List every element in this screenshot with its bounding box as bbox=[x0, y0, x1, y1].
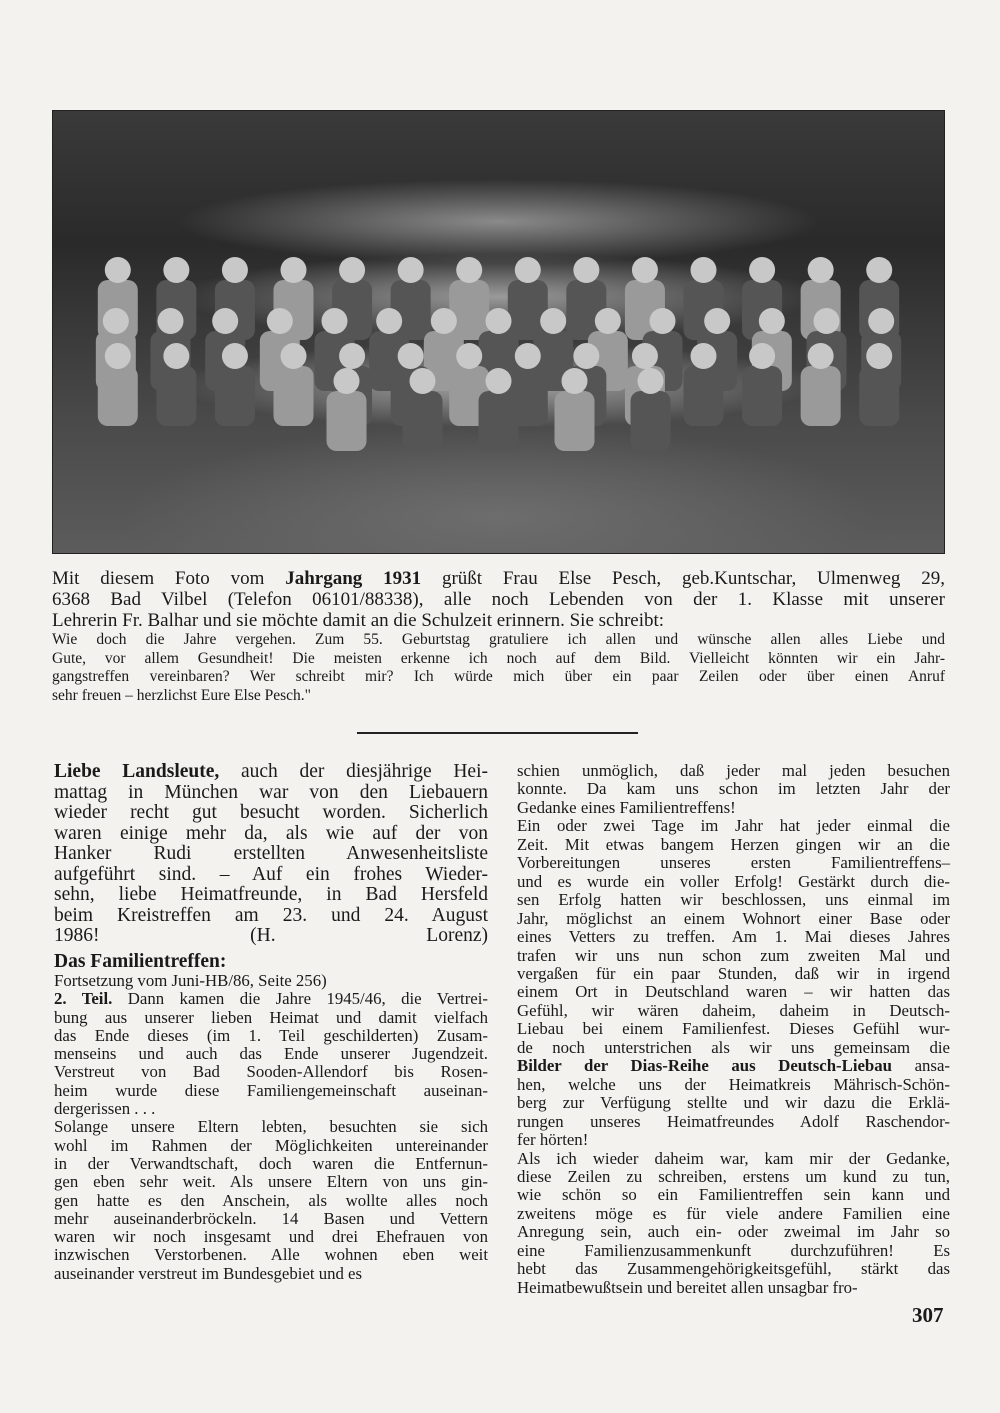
text-line bbox=[517, 1150, 950, 1168]
person-head bbox=[868, 308, 894, 334]
text-line bbox=[54, 1045, 488, 1063]
person-head bbox=[638, 368, 664, 394]
text-line bbox=[54, 1210, 488, 1228]
person-head bbox=[334, 368, 360, 394]
person-figure bbox=[98, 366, 138, 426]
text-line bbox=[54, 1173, 488, 1191]
person-head bbox=[562, 368, 588, 394]
text-line bbox=[52, 589, 945, 610]
person-head bbox=[808, 343, 834, 369]
text-line bbox=[517, 947, 950, 965]
text: Jahr, möglichst an einem Wohnort einer Base oder bbox=[517, 908, 950, 928]
text-line bbox=[517, 836, 950, 854]
text-line bbox=[517, 762, 950, 780]
text-line bbox=[517, 1113, 950, 1131]
person-head bbox=[456, 257, 482, 283]
text-line bbox=[54, 990, 488, 1008]
person-head bbox=[749, 343, 775, 369]
text: aufgeführt sind. – Auf ein frohes Wieder- bbox=[54, 863, 488, 885]
text: gen eben sehr weit. Als unsere Eltern von uns gin- bbox=[54, 1172, 488, 1192]
text-line bbox=[517, 891, 950, 909]
person-head bbox=[632, 343, 658, 369]
text-line bbox=[52, 631, 945, 650]
text-line bbox=[517, 1205, 950, 1223]
text: das Ende dieses (im 1. Teil geschilderten) Zusam- bbox=[54, 1025, 488, 1045]
text: einem Ort in Deutschland waren – wir hatten das bbox=[517, 982, 950, 1002]
text: beim Kreistreffen am 23. und 24. August bbox=[54, 904, 488, 926]
text: Vorbereitungen unseres ersten Familientreffens– bbox=[517, 853, 950, 873]
text-line bbox=[54, 1063, 488, 1081]
text-line bbox=[54, 926, 488, 947]
text: gen hatte es den Anschein, als wollte alles noch bbox=[54, 1190, 488, 1210]
text: grüßt Frau Else Pesch, geb.Kuntschar, Ulmenweg 29, bbox=[441, 568, 945, 589]
text: Liebau bei einem Familienfest. Dieses Gefühl wur- bbox=[517, 1019, 950, 1039]
text: wieder recht gut besucht worden. Sicherlich bbox=[54, 802, 488, 823]
bold-text: 2. Teil. bbox=[54, 989, 113, 1009]
text-line bbox=[517, 817, 950, 835]
text-line bbox=[54, 1265, 488, 1283]
text: (H. Lorenz) bbox=[250, 925, 488, 946]
text: wie schön so ein Familientreffen sein kann und bbox=[517, 1185, 950, 1205]
class-photo bbox=[52, 110, 945, 554]
paragraph bbox=[517, 1150, 950, 1298]
text: Gedanke eines Familientreffens! bbox=[517, 797, 736, 817]
text: sehn, liebe Heimatfreunde, in Bad Hersfeld bbox=[54, 884, 488, 905]
text-line bbox=[517, 1039, 950, 1057]
text-line bbox=[54, 885, 488, 906]
text: wohl im Rahmen der Möglichkeiten untereinander bbox=[54, 1135, 488, 1155]
person-figure bbox=[403, 391, 443, 451]
text: sen Erfolg hatten wir beschlossen, uns einmal im bbox=[517, 890, 950, 910]
text: mehr auseinanderbröckeln. 14 Basen und Vettern bbox=[54, 1208, 488, 1228]
text: Dann kamen die Jahre 1945/46, die Vertrei- bbox=[127, 989, 488, 1009]
text-line bbox=[517, 1168, 950, 1186]
text-line bbox=[517, 873, 950, 891]
person-head bbox=[691, 257, 717, 283]
text: Ein oder zwei Tage im Jahr hat jeder einmal die bbox=[517, 816, 950, 836]
person-head bbox=[749, 257, 775, 283]
text: Als ich wieder daheim war, kam mir der Gedanke, bbox=[517, 1148, 950, 1168]
person-figure bbox=[327, 391, 367, 451]
person-figure bbox=[859, 366, 899, 426]
text: berg zur Verfügung stellte und wir dazu die Erklä- bbox=[517, 1093, 950, 1113]
text: ansa- bbox=[914, 1056, 950, 1076]
section-divider bbox=[357, 732, 638, 734]
person-head bbox=[486, 368, 512, 394]
text: sehr freuen – herzlichst Eure Else Pesch." bbox=[52, 686, 311, 704]
text-line bbox=[52, 568, 945, 589]
text: hebt das Zusammengehörigkeitsgefühl, stärkt das bbox=[517, 1259, 950, 1279]
text-line bbox=[54, 762, 488, 783]
text-line bbox=[517, 928, 950, 946]
person-head bbox=[212, 308, 238, 334]
person-figure bbox=[479, 391, 519, 451]
person-head bbox=[281, 343, 307, 369]
text: 6368 Bad Vilbel (Telefon 06101/88338), alle noch Lebenden von der 1. Klasse mit unserer bbox=[52, 589, 945, 610]
person-figure bbox=[801, 366, 841, 426]
text-line bbox=[52, 610, 945, 631]
paragraph bbox=[517, 817, 950, 1149]
text: inzwischen Verstorbenen. Alle wohnen eben weit bbox=[54, 1245, 488, 1265]
text: gangstreffen vereinbaren? Wer schreibt mir? Ich würde mich über ein paar Zeilen oder über einen Anruf bbox=[52, 668, 945, 685]
article-column-2 bbox=[517, 762, 950, 1297]
text-line bbox=[517, 983, 950, 1001]
person-head bbox=[814, 308, 840, 334]
text-line bbox=[54, 1228, 488, 1246]
person-head bbox=[866, 257, 892, 283]
text: Wie doch die Jahre vergehen. Zum 55. Geburtstag gratuliere ich allen und wünsche allen alles Liebe und bbox=[52, 631, 945, 648]
text: Hanker Rudi erstellten Anwesenheitsliste bbox=[54, 843, 488, 864]
text-line bbox=[517, 1242, 950, 1260]
person-head bbox=[540, 308, 566, 334]
text-line bbox=[54, 1118, 488, 1136]
text: vergaßen für ein paar Stunden, daß wir in irgend bbox=[517, 963, 950, 983]
text-line bbox=[54, 844, 488, 865]
paragraph bbox=[52, 631, 945, 705]
text: Gefühl, wir wären daheim, daheim in Deutsch- bbox=[517, 1000, 950, 1020]
text: trafen wir uns nun schon zum zweiten Mal und bbox=[517, 945, 950, 965]
text: Gute, vor allem Gesundheit! Die meisten erkenne ich noch auf dem Bild. Vielleicht könnten wir ein Jahr- bbox=[52, 649, 945, 667]
person-head bbox=[515, 257, 541, 283]
person-head bbox=[866, 343, 892, 369]
text-line bbox=[517, 1020, 950, 1038]
text-line bbox=[517, 780, 950, 798]
person-head bbox=[163, 257, 189, 283]
text: heim wurde diese Familiengemeinschaft auseinan- bbox=[54, 1080, 488, 1100]
text: dergerissen . . . bbox=[54, 1099, 156, 1119]
person-head bbox=[398, 343, 424, 369]
text-line bbox=[54, 1246, 488, 1264]
person-head bbox=[105, 257, 131, 283]
text: diese Zeilen zu schreiben, erstens um kund zu tun, bbox=[517, 1166, 950, 1186]
text-line bbox=[54, 972, 488, 990]
photo-caption bbox=[52, 568, 945, 631]
text: Fortsetzung vom Juni-HB/86, Seite 256) bbox=[54, 971, 327, 990]
person-head bbox=[339, 257, 365, 283]
text: rungen unseres Heimatfreundes Adolf Raschendor- bbox=[517, 1111, 950, 1131]
paragraph bbox=[54, 990, 488, 1118]
text-line bbox=[517, 854, 950, 872]
person-head bbox=[105, 343, 131, 369]
text-line bbox=[517, 799, 950, 817]
text: konnte. Da kam uns schon im letzten Jahr der bbox=[517, 779, 950, 799]
paragraph bbox=[52, 568, 945, 631]
text-line bbox=[52, 650, 945, 669]
text-line bbox=[517, 1131, 950, 1149]
person-head bbox=[322, 308, 348, 334]
text-line bbox=[54, 906, 488, 927]
text: bung aus unserer lieben Heimat und damit vielfach bbox=[54, 1007, 488, 1027]
text: Verstreut von Bad Sooden-Allendorf bis Rosen- bbox=[54, 1062, 488, 1082]
person-figure bbox=[156, 366, 196, 426]
bold-text: Jahrgang 1931 bbox=[285, 568, 422, 589]
text: auch der diesjährige Hei- bbox=[240, 761, 488, 782]
text: waren wir noch insgesamt und drei Ehefrauen von bbox=[54, 1227, 488, 1247]
person-head bbox=[573, 343, 599, 369]
text-line bbox=[517, 965, 950, 983]
text: waren einige mehr da, als wie auf der von bbox=[54, 822, 488, 844]
person-head bbox=[759, 308, 785, 334]
class-photo-figures bbox=[53, 111, 944, 553]
person-head bbox=[267, 308, 293, 334]
bold-text: Liebe Landsleute, bbox=[54, 761, 220, 782]
page-number: 307 bbox=[912, 1303, 944, 1327]
text: Mit diesem Foto vom bbox=[52, 568, 286, 589]
text-line bbox=[52, 687, 945, 706]
text-line bbox=[517, 1057, 950, 1075]
person-head bbox=[281, 257, 307, 283]
text-line bbox=[54, 1137, 488, 1155]
bold-text: Bilder der Dias-Reihe aus Deutsch-Liebau bbox=[517, 1056, 892, 1076]
text-line bbox=[54, 1009, 488, 1027]
person-figure bbox=[742, 366, 782, 426]
text: Heimatbewußtsein und bereitet allen unsagbar fro- bbox=[517, 1277, 858, 1297]
text: eines Vetters zu treffen. Am 1. Mai dieses Jahres bbox=[517, 927, 950, 947]
text: menseins und auch das Ende unserer Jugendzeit. bbox=[54, 1044, 488, 1064]
person-head bbox=[398, 257, 424, 283]
text: schien unmöglich, daß jeder mal jeden besuchen bbox=[517, 761, 950, 780]
paragraph bbox=[54, 972, 488, 990]
text: fer hörten! bbox=[517, 1130, 589, 1150]
person-figure bbox=[631, 391, 671, 451]
caption-quote bbox=[52, 631, 945, 705]
paragraph bbox=[54, 762, 488, 947]
greeting-paragraph bbox=[54, 762, 488, 947]
person-figure bbox=[274, 366, 314, 426]
article-heading: Das Familientreffen: bbox=[54, 951, 227, 972]
text-line bbox=[517, 910, 950, 928]
text: Lehrerin Fr. Balhar und sie möchte damit an die Schulzeit erinnern. Sie schreibt: bbox=[52, 610, 665, 631]
person-head bbox=[103, 308, 129, 334]
text: eine Familienzusammenkunft durchzuführen! Es bbox=[517, 1240, 950, 1260]
person-head bbox=[222, 343, 248, 369]
person-figure bbox=[449, 280, 489, 340]
text: in der Verwandtschaft, doch waren die Entfernun- bbox=[54, 1153, 488, 1173]
person-head bbox=[808, 257, 834, 283]
article-column-1 bbox=[54, 952, 488, 1283]
person-head bbox=[595, 308, 621, 334]
person-head bbox=[431, 308, 457, 334]
text-line bbox=[54, 865, 488, 886]
person-head bbox=[573, 257, 599, 283]
text: de noch unterstrichen als wir uns gemeinsam die bbox=[517, 1037, 950, 1057]
paragraph bbox=[517, 762, 950, 817]
text: zweitens möge es für viele andere Familien eine bbox=[517, 1203, 950, 1223]
text: hen, welche uns der Heimatkreis Mährisch-Schön- bbox=[517, 1074, 950, 1094]
text: mattag in München war von den Liebauern bbox=[54, 781, 488, 803]
person-head bbox=[339, 343, 365, 369]
person-head bbox=[456, 343, 482, 369]
person-head bbox=[704, 308, 730, 334]
text-line bbox=[54, 1082, 488, 1100]
text-line bbox=[517, 1260, 950, 1278]
text-line bbox=[54, 783, 488, 804]
text: Zeit. Mit etwas bangem Herzen gingen wir an die bbox=[517, 834, 950, 854]
person-figure bbox=[555, 391, 595, 451]
person-head bbox=[650, 308, 676, 334]
text: Solange unsere Eltern lebten, besuchten sie sich bbox=[54, 1117, 488, 1137]
person-head bbox=[486, 308, 512, 334]
person-head bbox=[376, 308, 402, 334]
text-line bbox=[517, 1186, 950, 1204]
text-line bbox=[54, 1100, 488, 1118]
text-line bbox=[54, 1155, 488, 1173]
text-line bbox=[517, 1223, 950, 1241]
text: und es wurde ein voller Erfolg! Gestärkt durch die- bbox=[517, 871, 950, 891]
text: Anregung sein, auch ein- oder zweimal im Jahr so bbox=[517, 1222, 950, 1242]
person-figure bbox=[508, 280, 548, 340]
text-line bbox=[517, 1279, 950, 1297]
text: 1986! bbox=[54, 925, 251, 946]
person-head bbox=[410, 368, 436, 394]
text-line bbox=[517, 1076, 950, 1094]
text-line bbox=[54, 1027, 488, 1045]
person-head bbox=[691, 343, 717, 369]
person-head bbox=[632, 257, 658, 283]
text-line bbox=[54, 824, 488, 845]
text-line bbox=[54, 803, 488, 824]
person-head bbox=[222, 257, 248, 283]
text-line bbox=[52, 668, 945, 687]
paragraph bbox=[54, 1118, 488, 1283]
person-head bbox=[158, 308, 184, 334]
person-head bbox=[515, 343, 541, 369]
text-line bbox=[517, 1002, 950, 1020]
person-figure bbox=[215, 366, 255, 426]
text-line bbox=[54, 1192, 488, 1210]
text-line bbox=[517, 1094, 950, 1112]
person-head bbox=[163, 343, 189, 369]
text: auseinander verstreut im Bundesgebiet und es bbox=[54, 1263, 363, 1283]
person-figure bbox=[684, 366, 724, 426]
